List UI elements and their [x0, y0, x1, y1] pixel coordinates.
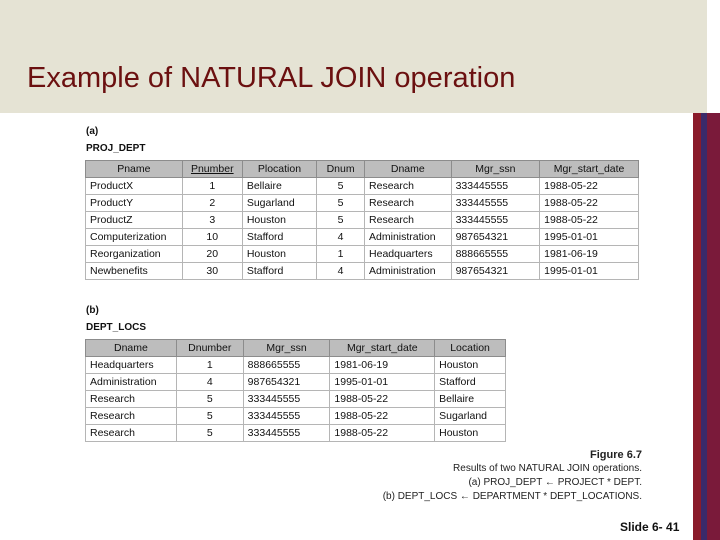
table-cell: Newbenefits [86, 263, 183, 280]
table-cell: 1995-01-01 [540, 229, 639, 246]
table-cell: Research [86, 391, 177, 408]
column-header: Plocation [242, 161, 316, 178]
table-cell: Computerization [86, 229, 183, 246]
table-cell: Sugarland [435, 408, 506, 425]
part-a-marker: (a) [86, 126, 99, 137]
table-cell: 5 [176, 391, 243, 408]
column-header: Mgr_ssn [243, 340, 330, 357]
table-cell: 987654321 [451, 263, 540, 280]
table-row [86, 246, 639, 263]
column-header: Mgr_start_date [330, 340, 435, 357]
table-cell: 10 [182, 229, 242, 246]
table-cell: Houston [435, 357, 506, 374]
table-cell: 987654321 [451, 229, 540, 246]
table-cell: 1 [317, 246, 365, 263]
dept-locs-table [85, 339, 506, 442]
table-cell: 1995-01-01 [330, 374, 435, 391]
figure-caption-line: (b) DEPT_LOCS ← DEPARTMENT * DEPT_LOCATIONS. [382, 491, 642, 502]
column-header: Mgr_start_date [540, 161, 639, 178]
table-cell: 333445555 [243, 425, 330, 442]
table-cell: Sugarland [242, 195, 316, 212]
column-header: Dname [86, 340, 177, 357]
table-cell: 5 [317, 178, 365, 195]
column-header: Dnum [317, 161, 365, 178]
title-band [0, 0, 707, 113]
table-cell: 333445555 [243, 408, 330, 425]
table-cell: 4 [317, 263, 365, 280]
table-cell: Research [86, 408, 177, 425]
table-cell: Houston [242, 212, 316, 229]
table-cell: Headquarters [86, 357, 177, 374]
column-header: Dname [365, 161, 452, 178]
figure-caption-line: Results of two NATURAL JOIN operations. [453, 463, 642, 474]
column-header: Dnumber [176, 340, 243, 357]
table-row [86, 212, 639, 229]
column-header: Location [435, 340, 506, 357]
table-cell: 1988-05-22 [330, 391, 435, 408]
table-row [86, 374, 506, 391]
decorative-stripe [707, 113, 720, 540]
table-cell: 987654321 [243, 374, 330, 391]
table-cell: Headquarters [365, 246, 452, 263]
proj-dept-relation-name: PROJ_DEPT [86, 143, 146, 154]
table-cell: 888665555 [243, 357, 330, 374]
dept-locs-relation-name: DEPT_LOCS [86, 322, 147, 333]
table-cell: 20 [182, 246, 242, 263]
table-row [86, 357, 506, 374]
table-cell: 1988-05-22 [540, 178, 639, 195]
decorative-stripe [693, 113, 701, 540]
table-row [86, 391, 506, 408]
table-cell: 333445555 [451, 178, 540, 195]
table-cell: 1981-06-19 [330, 357, 435, 374]
table-cell: 1988-05-22 [540, 195, 639, 212]
table-cell: Administration [86, 374, 177, 391]
table-cell: Reorganization [86, 246, 183, 263]
table-cell: Research [365, 178, 452, 195]
table-cell: Research [86, 425, 177, 442]
title-right-gap [707, 0, 720, 113]
table-cell: Stafford [435, 374, 506, 391]
part-b-marker: (b) [86, 305, 99, 316]
table-header-row [86, 161, 639, 178]
table-cell: 1981-06-19 [540, 246, 639, 263]
table-cell: 1995-01-01 [540, 263, 639, 280]
table-cell: Research [365, 195, 452, 212]
table-cell: 333445555 [451, 195, 540, 212]
table-cell: 3 [182, 212, 242, 229]
table-row [86, 425, 506, 442]
table-cell: 5 [176, 408, 243, 425]
table-cell: Administration [365, 229, 452, 246]
table-cell: 1 [176, 357, 243, 374]
table-cell: Houston [242, 246, 316, 263]
table-cell: 1 [182, 178, 242, 195]
column-header: Pname [86, 161, 183, 178]
table-row [86, 408, 506, 425]
table-cell: Houston [435, 425, 506, 442]
slide-title: Example of NATURAL JOIN operation [27, 62, 516, 94]
table-cell: 888665555 [451, 246, 540, 263]
table-cell: 4 [317, 229, 365, 246]
table-row [86, 195, 639, 212]
slide-number: Slide 6- 41 [620, 520, 680, 534]
table-cell: Research [365, 212, 452, 229]
column-header: Mgr_ssn [451, 161, 540, 178]
table-row [86, 263, 639, 280]
table-cell: 1988-05-22 [330, 425, 435, 442]
table-row [86, 229, 639, 246]
table-cell: 5 [176, 425, 243, 442]
table-cell: ProductX [86, 178, 183, 195]
table-row [86, 178, 639, 195]
table-cell: 1988-05-22 [330, 408, 435, 425]
table-cell: Stafford [242, 229, 316, 246]
table-cell: Stafford [242, 263, 316, 280]
table-cell: 333445555 [451, 212, 540, 229]
table-cell: 30 [182, 263, 242, 280]
table-cell: 2 [182, 195, 242, 212]
table-cell: Administration [365, 263, 452, 280]
table-cell: 4 [176, 374, 243, 391]
table-cell: 1988-05-22 [540, 212, 639, 229]
table-cell: 5 [317, 212, 365, 229]
table-cell: ProductY [86, 195, 183, 212]
figure-label: Figure 6.7 [590, 449, 642, 461]
table-cell: Bellaire [435, 391, 506, 408]
table-cell: 5 [317, 195, 365, 212]
table-header-row [86, 340, 506, 357]
table-cell: ProductZ [86, 212, 183, 229]
column-header: Pnumber [182, 161, 242, 178]
table-cell: Bellaire [242, 178, 316, 195]
proj-dept-table [85, 160, 639, 280]
figure-caption-line: (a) PROJ_DEPT ← PROJECT * DEPT. [468, 477, 642, 488]
table-cell: 333445555 [243, 391, 330, 408]
